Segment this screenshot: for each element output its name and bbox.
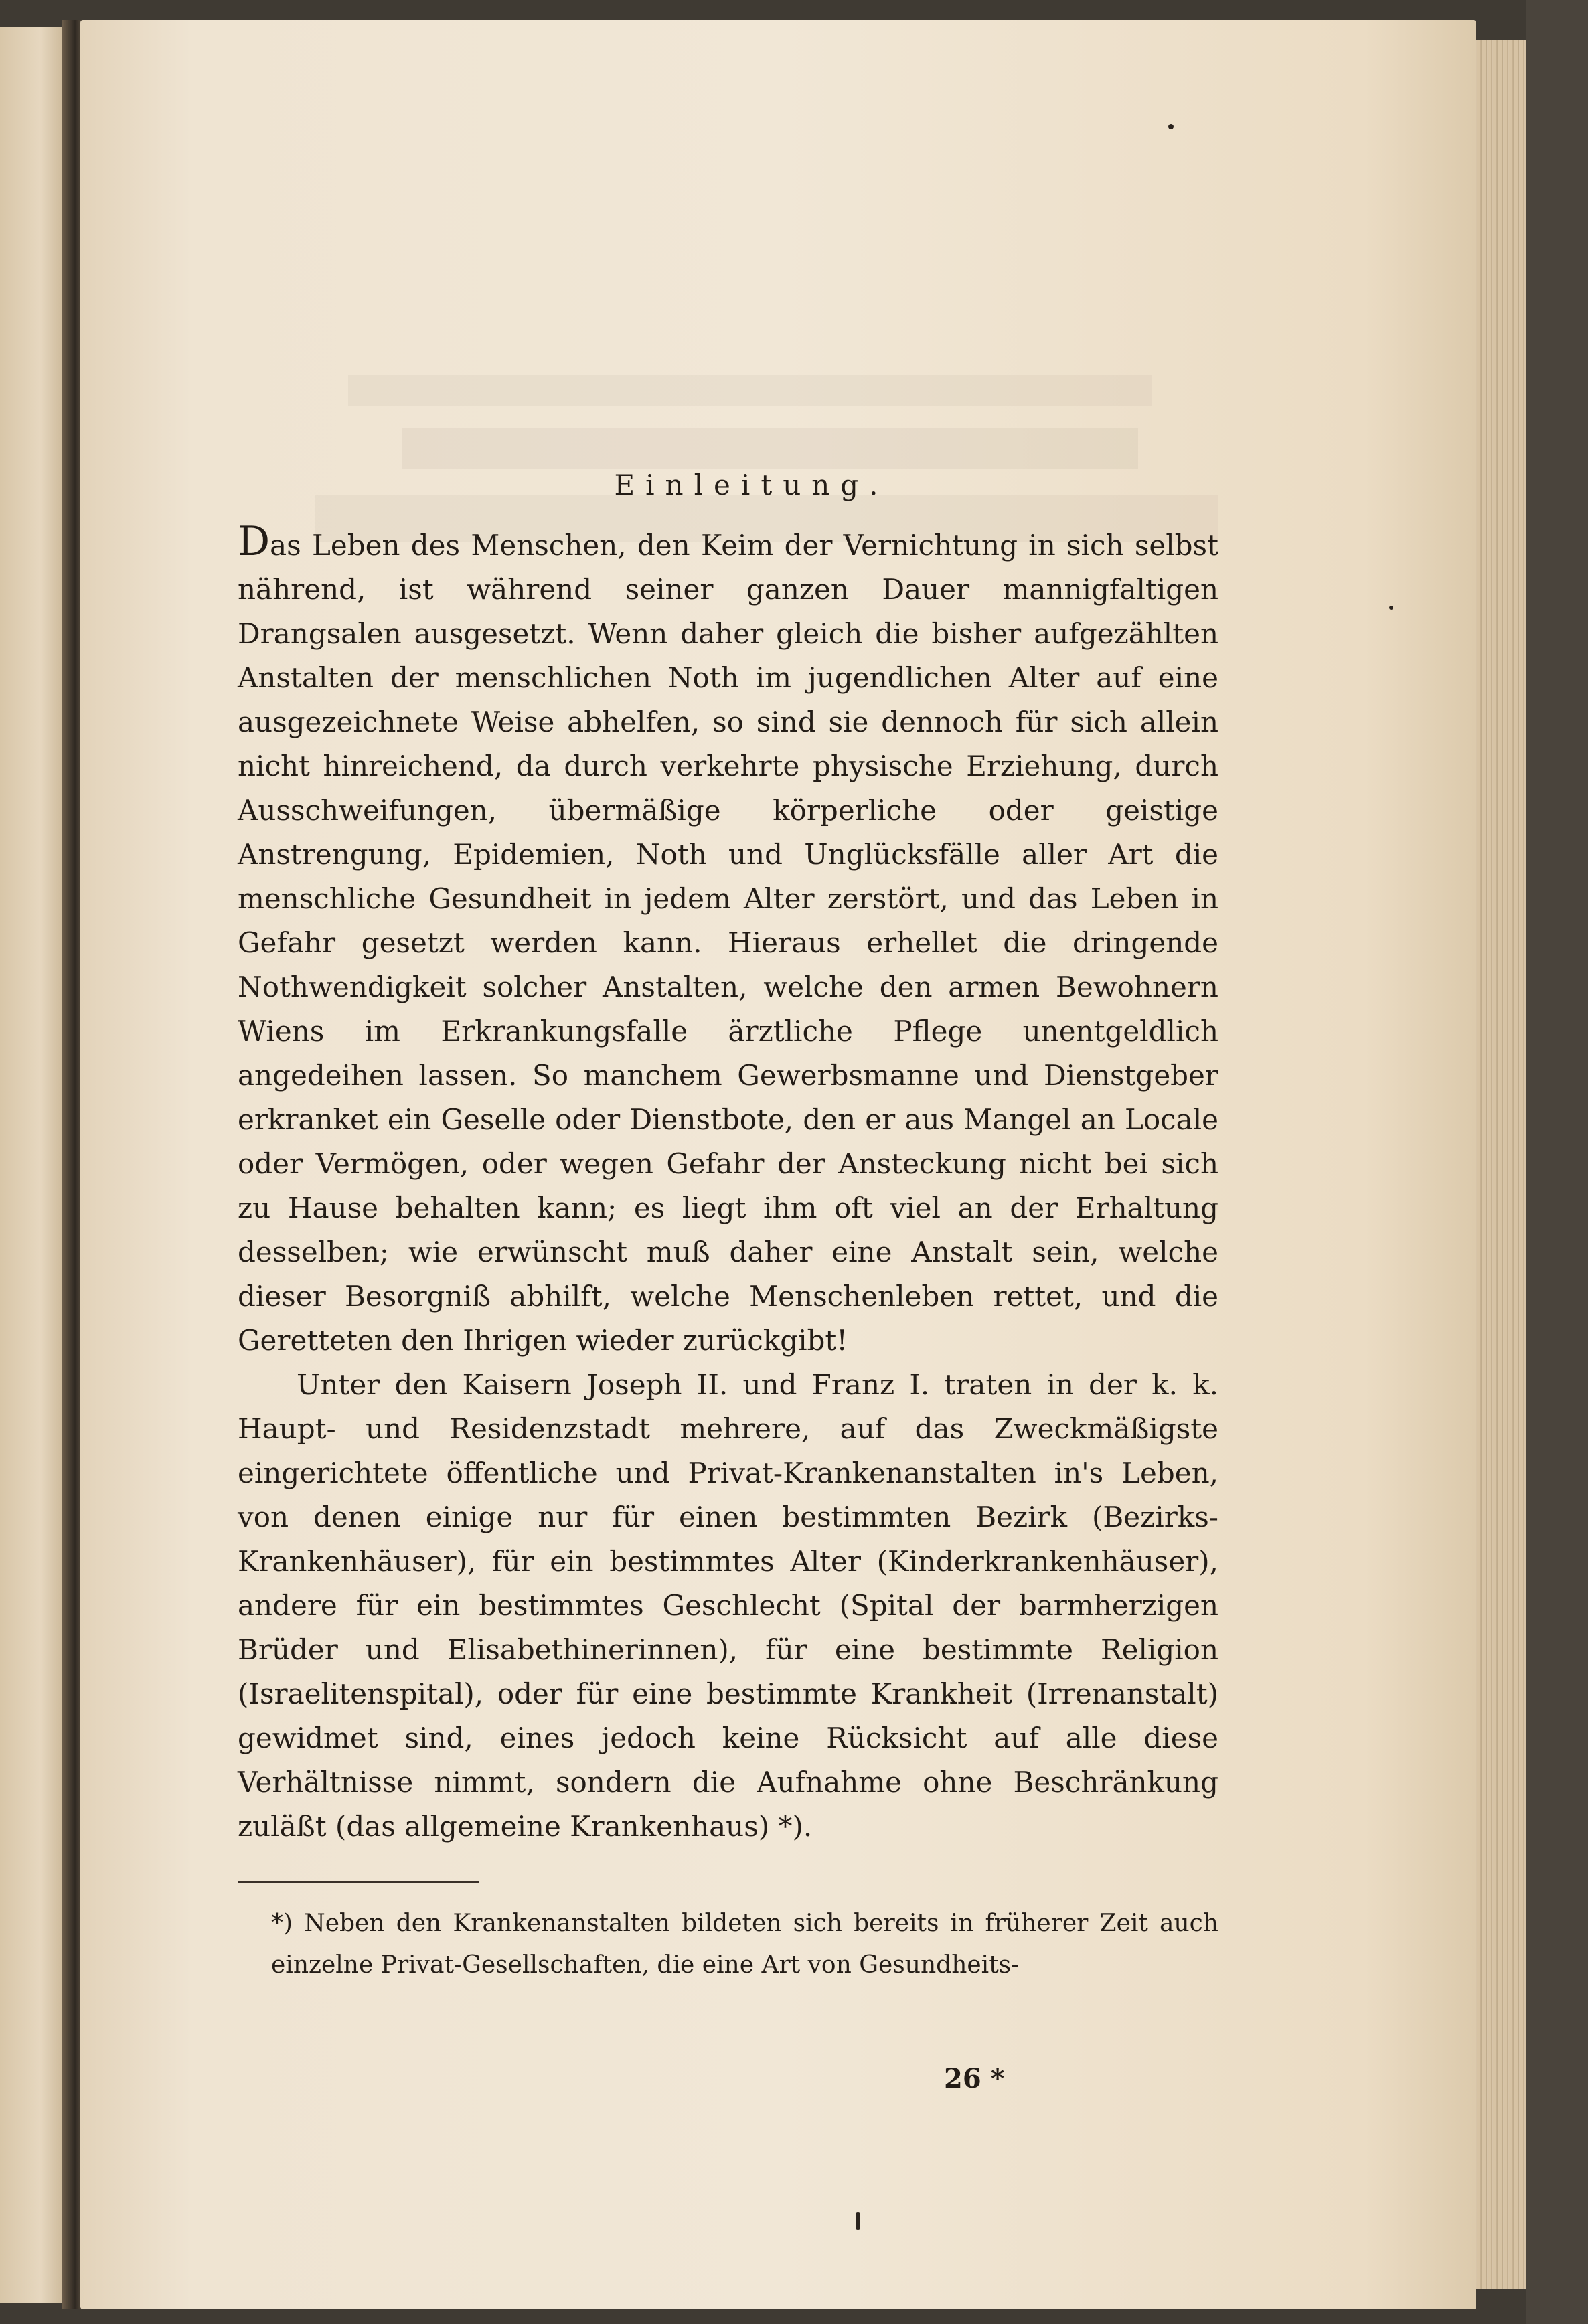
paper-speck [1168,124,1174,129]
footnote: *) Neben den Krankenanstalten bildeten sich bereits in früherer Zeit auch einzelne Privat-Gesellschaften, die eine Art von Gesundheits- [271,1910,1218,1979]
paper-speck [856,2212,860,2230]
paragraph-2: Unter den Kaisern Joseph II. und Franz I. traten in der k. k. Haupt- und Residenzstadt mehrere, auf das Zweckmäßigste eingerichtete öffentliche und Privat-Krankenanstalten in's Leben, von denen einige nur für einen bestimmten Bezirk (Bezirks-Krankenhäuser), für ein bestimmtes Alter (Kinderkrankenhäuser), andere für ein bestimmtes Geschlecht (Spital der barmherzigen Brüder und Elisabethinerinnen), für eine bestimmte Religion (Israelitenspital), oder für eine bestimmte Krankheit (Irrenanstalt) gewidmet sind, eines jedoch keine Rücksicht auf alle diese Verhältnisse nimmt, sondern die Aufnahme ohne Beschränkung zuläßt (das allgemeine Krankenhaus) *). [238,1368,1218,1843]
signature-mark: 26 * [944,2063,1005,2094]
drop-initial: D [238,518,270,565]
bleed-through-line [402,428,1138,469]
facing-page-edge [0,27,67,2303]
bleed-through-line [348,375,1152,406]
page-body [238,469,1218,1986]
paragraph-1 [238,518,1218,1363]
footnote-rule [238,1881,479,1883]
section-heading: Einleitung. [614,469,889,501]
paragraph-1-text: as Leben des Menschen, den Keim der Vernichtung in sich selbst nährend, ist während seiner ganzen Dauer mannigfaltigen Drangsalen ausgesetzt. Wenn daher gleich die bisher aufgezählten Anstalten der menschlichen Noth im jugendlichen Alter auf eine ausgezeichnete Weise abhelfen, so sind sie dennoch für sich allein nicht hinreichend, da durch verkehrte physische Erziehung, durch Ausschweifungen, übermäßige körperliche oder geistige Anstrengung, Epidemien, Noth und Unglücksfälle aller Art die menschliche Gesundheit in jedem Alter zerstört, und das Leben in Gefahr gesetzt werden kann. Hieraus erhellet die dringende Nothwendigkeit solcher Anstalten, welche den armen Bewohnern Wiens im Erkrankungsfalle ärztliche Pflege unentgeldlich angedeihen lassen. So manchem Gewerbsmanne und Dienstgeber erkranket ein Geselle oder Dienstbote, den er aus Mangel an Locale oder Vermögen, oder wegen Gefahr der Ansteckung nicht bei sich zu Hause behalten kann; es liegt ihm oft viel an der Erhaltung desselben; wie erwünscht muß daher eine Anstalt sein, welche dieser Besorgniß abhilft, welche Menschenleben rettet, und die Geretteten den Ihrigen wieder zurückgibt! [238,529,1218,1357]
paper-speck [1389,606,1393,610]
book-cover-edge [1526,0,1588,2324]
